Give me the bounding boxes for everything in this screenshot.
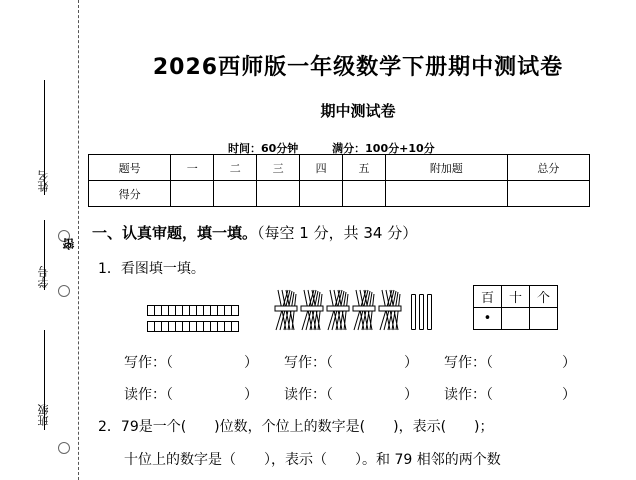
score-cell[interactable]	[385, 181, 507, 207]
section-heading	[92, 222, 417, 243]
score-info: 满分：100分+10分	[332, 142, 435, 155]
id-line	[44, 220, 45, 290]
id-label: 学号	[37, 266, 50, 288]
question-2-line-1: 2．79是一个( )位数，个位上的数字是( )，表示( )；	[98, 419, 494, 435]
table-row	[89, 181, 590, 207]
section-note: （每空 1 分，共 34 分）	[257, 224, 418, 242]
read-close: ）	[562, 387, 576, 403]
table-header-cell: 四	[300, 155, 343, 181]
name-line	[44, 80, 45, 195]
table-header-cell: 一	[171, 155, 214, 181]
table-header-cell: 三	[257, 155, 300, 181]
score-cell[interactable]	[214, 181, 257, 207]
section-title: 一、认真审题，填一填。	[92, 224, 258, 242]
score-cell[interactable]	[507, 181, 589, 207]
score-cell[interactable]	[300, 181, 343, 207]
stick-bundles-image	[270, 288, 420, 334]
write-close: ）	[244, 355, 258, 371]
time-info: 时间：60分钟	[228, 142, 299, 155]
table-header-cell: 二	[214, 155, 257, 181]
name-label: 姓名	[37, 170, 50, 192]
seal-circle	[58, 285, 70, 297]
hundred-rack-image	[147, 305, 239, 316]
seal-circle	[58, 442, 70, 454]
score-cell[interactable]	[257, 181, 300, 207]
single-stick	[419, 294, 424, 330]
place-value-chart	[473, 285, 558, 330]
class-label: 班级	[37, 404, 50, 426]
table-header-cell: 五	[343, 155, 386, 181]
write-close: ）	[404, 355, 418, 371]
write-close: ）	[562, 355, 576, 371]
seal-label: 密	[62, 238, 76, 250]
bead-cell: •	[474, 308, 502, 330]
place-value-header: 个	[530, 286, 558, 308]
score-cell[interactable]	[171, 181, 214, 207]
table-row-label: 得分	[89, 181, 171, 207]
table-row	[474, 286, 558, 308]
table-header-cell: 附加题	[385, 155, 507, 181]
table-row	[89, 155, 590, 181]
binding-margin	[0, 0, 80, 480]
place-value-header: 十	[502, 286, 530, 308]
page-subtitle: 期中测试卷	[320, 102, 396, 120]
read-label: 读作：（	[284, 387, 333, 403]
single-stick	[411, 294, 416, 330]
cut-line	[78, 0, 79, 480]
read-close: ）	[244, 387, 258, 403]
write-label: 写作：（	[284, 355, 333, 371]
question-1-text: 1．看图填一填。	[98, 261, 205, 277]
class-line	[44, 330, 45, 430]
write-label: 写作：（	[124, 355, 173, 371]
read-close: ）	[404, 387, 418, 403]
page-title: 2026西师版一年级数学下册期中测试卷	[152, 55, 564, 80]
read-label: 读作：（	[124, 387, 173, 403]
question-2-line-2: 十位上的数字是（ ），表示（ ）。和 79 相邻的两个数	[124, 452, 501, 468]
table-header-cell: 总分	[507, 155, 589, 181]
place-value-header: 百	[474, 286, 502, 308]
hundred-rack-image	[147, 321, 239, 332]
bead-cell	[530, 308, 558, 330]
single-stick	[427, 294, 432, 330]
score-cell[interactable]	[343, 181, 386, 207]
table-header-cell: 题号	[89, 155, 171, 181]
write-label: 写作：（	[444, 355, 493, 371]
score-table	[88, 154, 590, 207]
read-label: 读作：（	[444, 387, 493, 403]
table-row	[474, 308, 558, 330]
bead-cell	[502, 308, 530, 330]
